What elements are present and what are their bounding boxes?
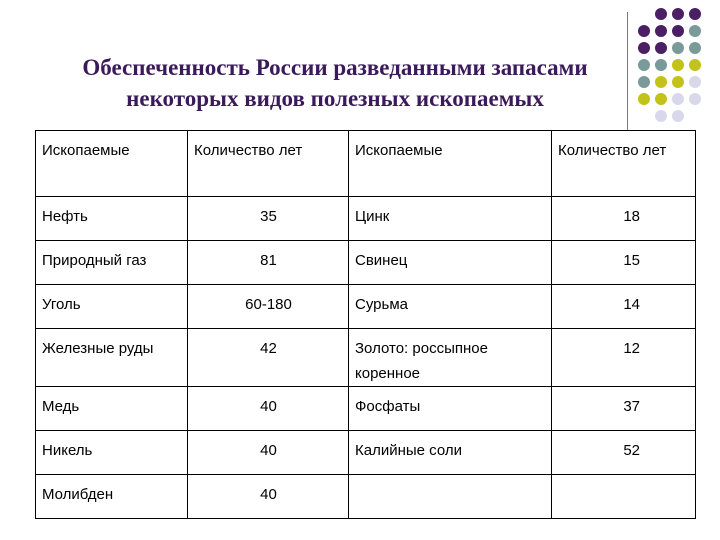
decorative-dot [672,42,684,54]
table-row [36,387,696,431]
mineral-cell [349,475,552,519]
mineral-cell: Сурьма [349,285,552,329]
decorative-dot [655,76,667,88]
mineral-cell: Фосфаты [349,387,552,431]
years-cell: 52 [552,431,696,475]
years-cell: 35 [188,197,349,241]
mineral-cell: Молибден [36,475,188,519]
years-cell: 14 [552,285,696,329]
table-row [36,329,696,387]
decorative-dot [638,42,650,54]
table-row [36,197,696,241]
decorative-dot [689,76,701,88]
decorative-vertical-line [627,12,628,130]
decorative-dot [638,59,650,71]
decorative-dot-grid [638,8,718,118]
decorative-dot [638,76,650,88]
years-cell: 15 [552,241,696,285]
decorative-dot [672,76,684,88]
decorative-dot [689,59,701,71]
mineral-cell: Уголь [36,285,188,329]
mineral-cell: Нефть [36,197,188,241]
decorative-dot [689,8,701,20]
mineral-cell: Природный газ [36,241,188,285]
header-cell-mineral-1: Ископаемые [36,131,188,197]
decorative-dot [689,93,701,105]
mineral-cell: Калийные соли [349,431,552,475]
table-row [36,241,696,285]
years-cell: 40 [188,387,349,431]
decorative-dot [672,8,684,20]
mineral-cell: Свинец [349,241,552,285]
years-cell: 81 [188,241,349,285]
table-row [36,285,696,329]
mineral-cell [349,329,552,387]
years-cell: 37 [552,387,696,431]
table-row [36,431,696,475]
decorative-dot [655,93,667,105]
mineral-cell: Никель [36,431,188,475]
table-row [36,475,696,519]
decorative-dot [689,25,701,37]
decorative-dot [672,25,684,37]
mineral-cell: Железные руды [36,329,188,387]
decorative-dot [655,110,667,122]
decorative-dot [655,42,667,54]
decorative-dot [638,25,650,37]
years-cell: 40 [188,475,349,519]
header-cell-mineral-2: Ископаемые [349,131,552,197]
decorative-dot [672,110,684,122]
mineral-cell-line-1: Золото: россыпное [355,340,488,357]
mineral-cell: Цинк [349,197,552,241]
table-header-row [36,131,696,197]
decorative-dot [689,42,701,54]
mineral-reserves-table [35,130,696,519]
slide-title [40,52,630,114]
slide-title-line-2: некоторых видов полезных ископаемых [126,86,544,111]
years-cell: 42 [188,329,349,387]
header-cell-years-2: Количество лет [552,131,696,197]
decorative-dot [672,93,684,105]
years-cell: 12 [552,329,696,387]
decorative-dot [638,93,650,105]
mineral-cell: Медь [36,387,188,431]
decorative-dot [655,59,667,71]
years-cell: 18 [552,197,696,241]
mineral-cell-line-2: коренное [355,365,421,382]
decorative-dot [672,59,684,71]
slide-title-line-1: Обеспеченность России разведанными запасами [82,55,588,80]
years-cell [552,475,696,519]
years-cell: 40 [188,431,349,475]
header-cell-years-1: Количество лет [188,131,349,197]
decorative-dot [655,25,667,37]
decorative-dot [655,8,667,20]
years-cell: 60-180 [188,285,349,329]
